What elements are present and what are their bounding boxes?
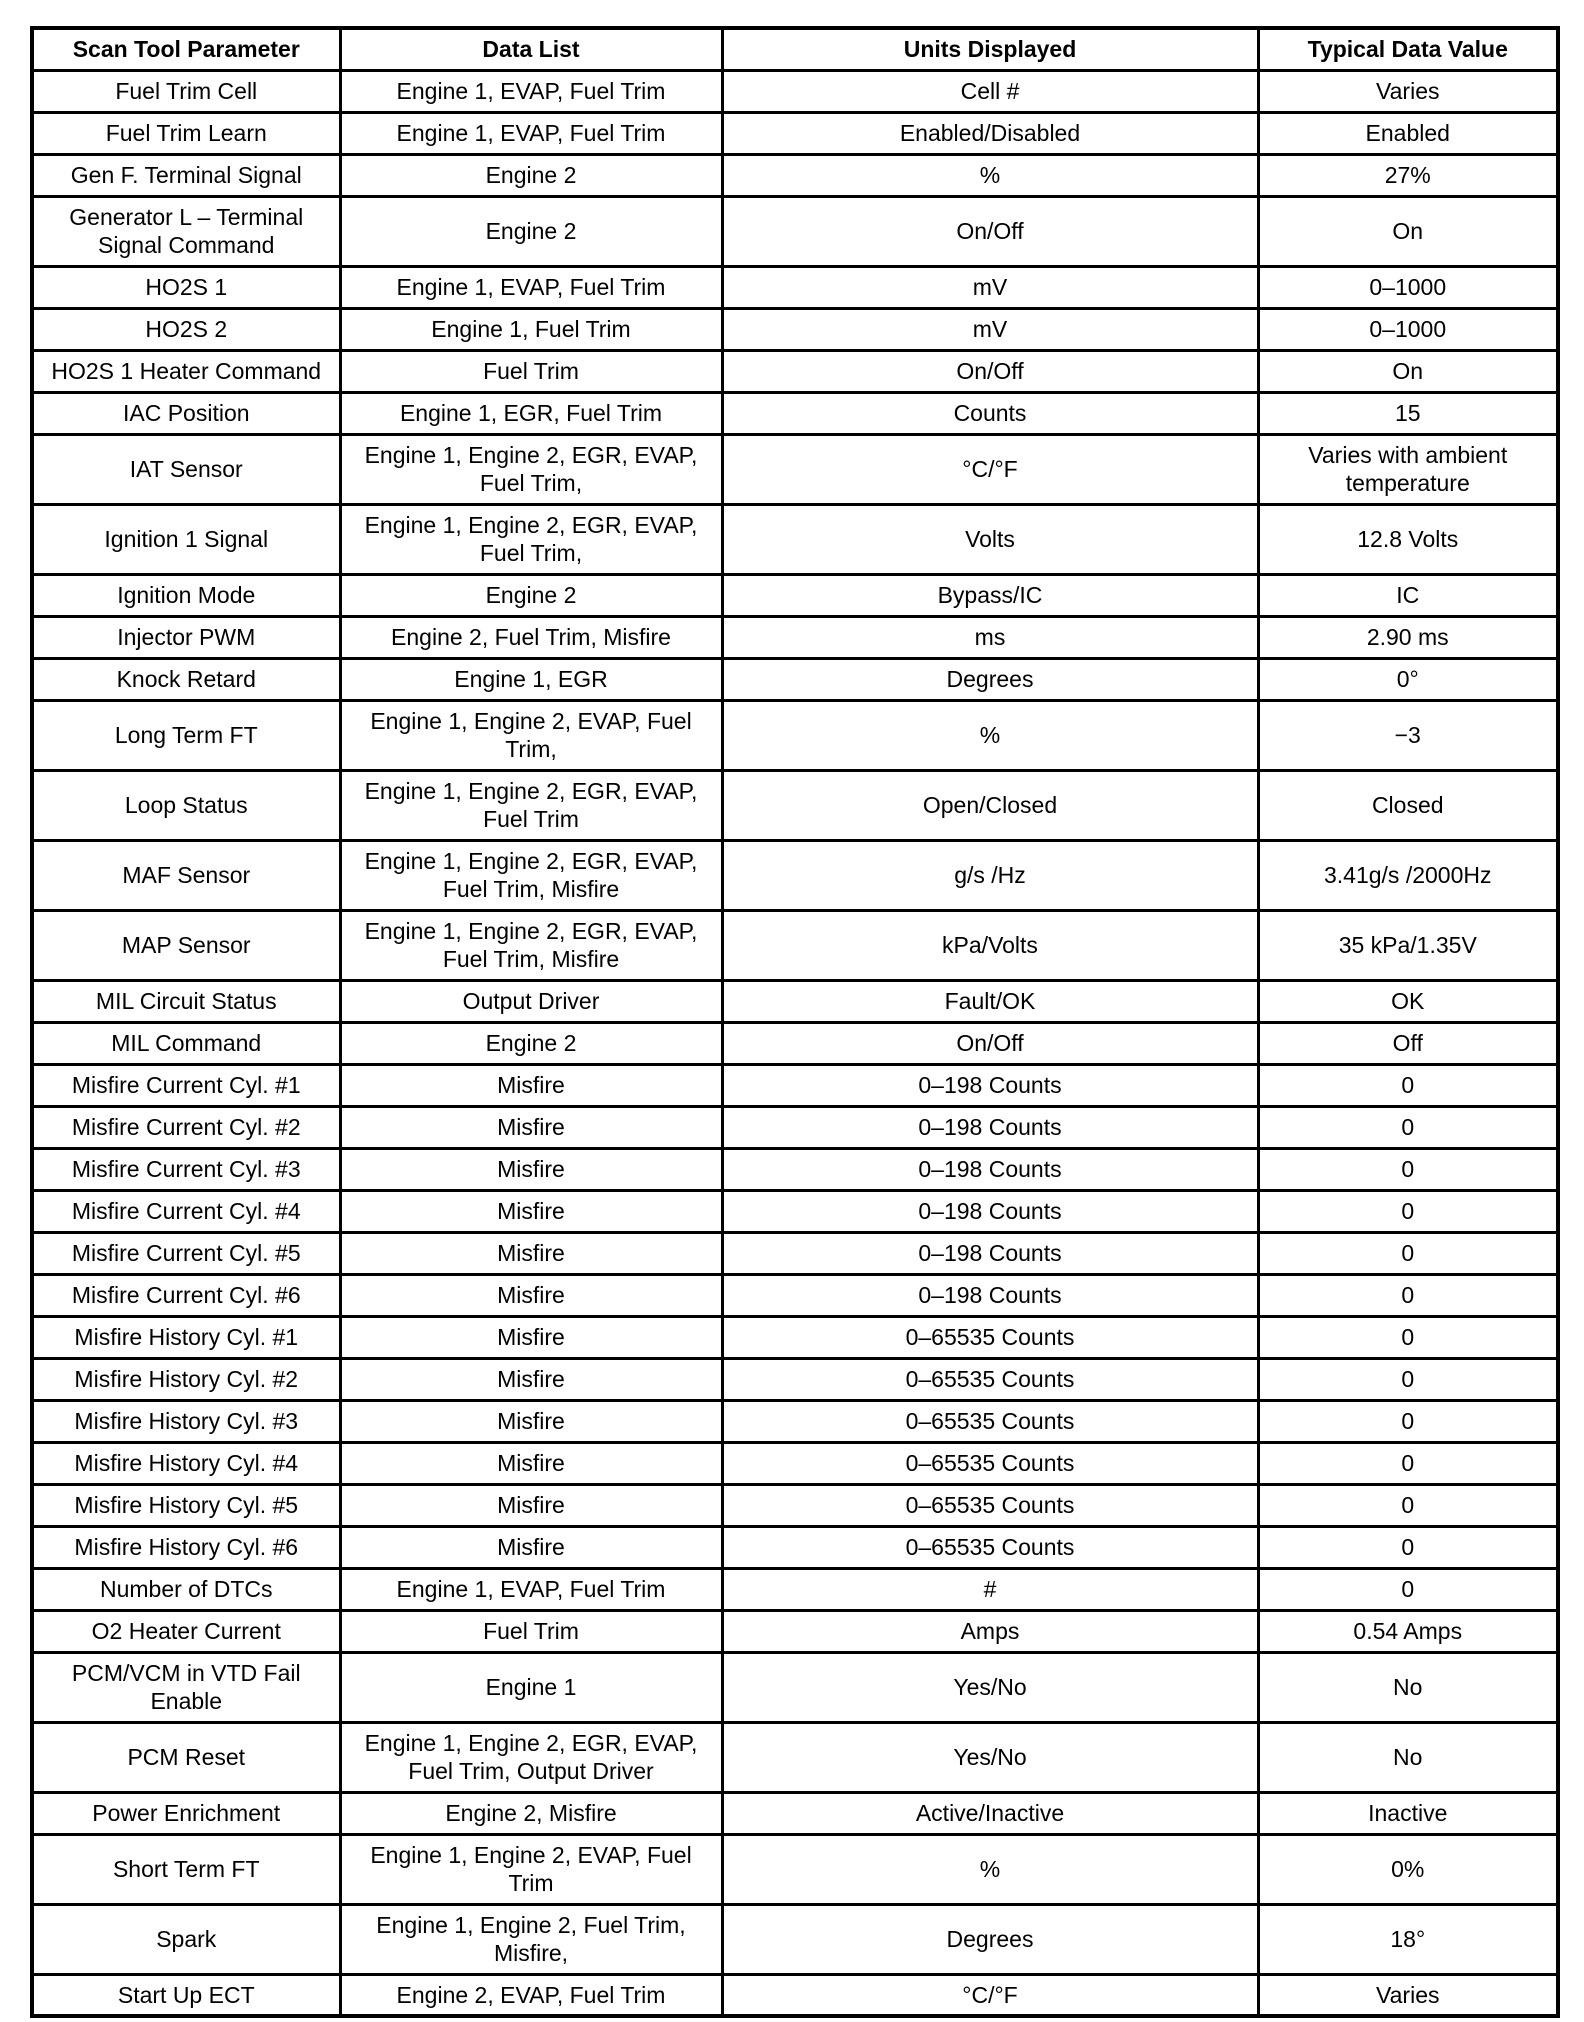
- typical-value-cell: 0°: [1258, 658, 1558, 700]
- typical-value-cell: 0: [1258, 1526, 1558, 1568]
- table-row: [32, 1232, 1558, 1274]
- table-row: [32, 154, 1558, 196]
- typical-value-cell: 18°: [1258, 1904, 1558, 1974]
- typical-value-cell: 0: [1258, 1232, 1558, 1274]
- units-cell: 0–65535 Counts: [722, 1484, 1258, 1526]
- data-list-cell: Misfire: [340, 1274, 722, 1316]
- table-row: [32, 266, 1558, 308]
- units-cell: Open/Closed: [722, 770, 1258, 840]
- units-cell: On/Off: [722, 350, 1258, 392]
- typical-value-cell: 0–1000: [1258, 266, 1558, 308]
- table-header-row: [32, 28, 1558, 70]
- units-cell: 0–198 Counts: [722, 1148, 1258, 1190]
- parameter-cell: Fuel Trim Cell: [32, 70, 340, 112]
- typical-value-cell: 3.41g/s /2000Hz: [1258, 840, 1558, 910]
- parameter-cell: Power Enrichment: [32, 1792, 340, 1834]
- typical-value-cell: 0: [1258, 1400, 1558, 1442]
- units-cell: °C/°F: [722, 1974, 1258, 2016]
- typical-value-cell: 0: [1258, 1064, 1558, 1106]
- data-list-cell: Misfire: [340, 1316, 722, 1358]
- data-list-cell: Engine 2: [340, 574, 722, 616]
- data-list-cell: Engine 2: [340, 1022, 722, 1064]
- table-row: [32, 392, 1558, 434]
- data-list-cell: Engine 1, EGR: [340, 658, 722, 700]
- parameter-cell: O2 Heater Current: [32, 1610, 340, 1652]
- table-row: [32, 350, 1558, 392]
- units-cell: #: [722, 1568, 1258, 1610]
- typical-value-cell: Varies: [1258, 1974, 1558, 2016]
- data-list-cell: Misfire: [340, 1232, 722, 1274]
- data-list-cell: Misfire: [340, 1106, 722, 1148]
- typical-value-cell: On: [1258, 196, 1558, 266]
- table-row: [32, 770, 1558, 840]
- table-row: [32, 1022, 1558, 1064]
- typical-value-cell: 0: [1258, 1484, 1558, 1526]
- data-list-cell: Engine 1, Engine 2, EGR, EVAP, Fuel Trim, Misfire: [340, 840, 722, 910]
- header-data-list: Data List: [340, 28, 722, 70]
- parameter-cell: HO2S 2: [32, 308, 340, 350]
- typical-value-cell: 0–1000: [1258, 308, 1558, 350]
- parameter-cell: Misfire History Cyl. #5: [32, 1484, 340, 1526]
- parameter-cell: Misfire Current Cyl. #2: [32, 1106, 340, 1148]
- units-cell: °C/°F: [722, 434, 1258, 504]
- table-row: [32, 574, 1558, 616]
- table-row: [32, 658, 1558, 700]
- units-cell: Amps: [722, 1610, 1258, 1652]
- units-cell: Yes/No: [722, 1652, 1258, 1722]
- data-list-cell: Misfire: [340, 1484, 722, 1526]
- units-cell: Degrees: [722, 658, 1258, 700]
- units-cell: 0–65535 Counts: [722, 1316, 1258, 1358]
- table-row: [32, 616, 1558, 658]
- table-row: [32, 1526, 1558, 1568]
- typical-value-cell: 0: [1258, 1106, 1558, 1148]
- table-row: [32, 840, 1558, 910]
- data-list-cell: Engine 1: [340, 1652, 722, 1722]
- parameter-cell: Long Term FT: [32, 700, 340, 770]
- units-cell: kPa/Volts: [722, 910, 1258, 980]
- units-cell: g/s /Hz: [722, 840, 1258, 910]
- data-list-cell: Output Driver: [340, 980, 722, 1022]
- table-row: [32, 1442, 1558, 1484]
- units-cell: 0–65535 Counts: [722, 1526, 1258, 1568]
- units-cell: Yes/No: [722, 1722, 1258, 1792]
- units-cell: mV: [722, 266, 1258, 308]
- table-row: [32, 1106, 1558, 1148]
- parameter-cell: Ignition Mode: [32, 574, 340, 616]
- typical-value-cell: 0: [1258, 1568, 1558, 1610]
- typical-value-cell: Varies: [1258, 70, 1558, 112]
- units-cell: Cell #: [722, 70, 1258, 112]
- units-cell: Degrees: [722, 1904, 1258, 1974]
- typical-value-cell: 12.8 Volts: [1258, 504, 1558, 574]
- units-cell: mV: [722, 308, 1258, 350]
- data-list-cell: Engine 1, Engine 2, EGR, EVAP, Fuel Trim: [340, 770, 722, 840]
- table-row: [32, 196, 1558, 266]
- units-cell: 0–198 Counts: [722, 1190, 1258, 1232]
- table-row: [32, 980, 1558, 1022]
- parameter-cell: Generator L – Terminal Signal Command: [32, 196, 340, 266]
- data-list-cell: Fuel Trim: [340, 350, 722, 392]
- table-row: [32, 1652, 1558, 1722]
- table-row: [32, 1792, 1558, 1834]
- data-list-cell: Engine 2: [340, 196, 722, 266]
- units-cell: 0–65535 Counts: [722, 1358, 1258, 1400]
- units-cell: On/Off: [722, 196, 1258, 266]
- typical-value-cell: On: [1258, 350, 1558, 392]
- parameter-cell: Misfire Current Cyl. #3: [32, 1148, 340, 1190]
- data-list-cell: Engine 2, EVAP, Fuel Trim: [340, 1974, 722, 2016]
- parameter-cell: Ignition 1 Signal: [32, 504, 340, 574]
- units-cell: 0–65535 Counts: [722, 1400, 1258, 1442]
- typical-value-cell: 0: [1258, 1148, 1558, 1190]
- data-list-cell: Misfire: [340, 1526, 722, 1568]
- data-list-cell: Engine 1, Engine 2, EVAP, Fuel Trim: [340, 1834, 722, 1904]
- units-cell: Bypass/IC: [722, 574, 1258, 616]
- parameter-cell: HO2S 1: [32, 266, 340, 308]
- typical-value-cell: −3: [1258, 700, 1558, 770]
- typical-value-cell: IC: [1258, 574, 1558, 616]
- data-list-cell: Misfire: [340, 1442, 722, 1484]
- units-cell: Active/Inactive: [722, 1792, 1258, 1834]
- table-row: [32, 910, 1558, 980]
- parameter-cell: PCM/VCM in VTD Fail Enable: [32, 1652, 340, 1722]
- data-list-cell: Engine 1, Engine 2, EVAP, Fuel Trim,: [340, 700, 722, 770]
- header-typical-data-value: Typical Data Value: [1258, 28, 1558, 70]
- typical-value-cell: 15: [1258, 392, 1558, 434]
- typical-value-cell: Enabled: [1258, 112, 1558, 154]
- header-scan-tool-parameter: Scan Tool Parameter: [32, 28, 340, 70]
- table-row: [32, 1834, 1558, 1904]
- parameter-cell: Misfire Current Cyl. #6: [32, 1274, 340, 1316]
- parameter-cell: MIL Command: [32, 1022, 340, 1064]
- parameter-cell: Misfire Current Cyl. #4: [32, 1190, 340, 1232]
- units-cell: 0–198 Counts: [722, 1106, 1258, 1148]
- parameter-cell: Fuel Trim Learn: [32, 112, 340, 154]
- data-list-cell: Misfire: [340, 1064, 722, 1106]
- parameter-cell: MAF Sensor: [32, 840, 340, 910]
- table-row: [32, 504, 1558, 574]
- data-list-cell: Engine 2, Fuel Trim, Misfire: [340, 616, 722, 658]
- typical-value-cell: 35 kPa/1.35V: [1258, 910, 1558, 980]
- parameter-cell: Gen F. Terminal Signal: [32, 154, 340, 196]
- data-list-cell: Fuel Trim: [340, 1610, 722, 1652]
- parameter-cell: MAP Sensor: [32, 910, 340, 980]
- units-cell: 0–65535 Counts: [722, 1442, 1258, 1484]
- parameter-cell: MIL Circuit Status: [32, 980, 340, 1022]
- units-cell: %: [722, 1834, 1258, 1904]
- parameter-cell: Short Term FT: [32, 1834, 340, 1904]
- data-list-cell: Engine 1, Fuel Trim: [340, 308, 722, 350]
- data-list-cell: Engine 1, EVAP, Fuel Trim: [340, 1568, 722, 1610]
- data-list-cell: Engine 1, EVAP, Fuel Trim: [340, 112, 722, 154]
- typical-value-cell: Varies with ambient temperature: [1258, 434, 1558, 504]
- typical-value-cell: Inactive: [1258, 1792, 1558, 1834]
- parameter-cell: Injector PWM: [32, 616, 340, 658]
- parameter-cell: Loop Status: [32, 770, 340, 840]
- typical-value-cell: 0.54 Amps: [1258, 1610, 1558, 1652]
- parameter-cell: IAT Sensor: [32, 434, 340, 504]
- units-cell: %: [722, 700, 1258, 770]
- data-list-cell: Engine 1, EVAP, Fuel Trim: [340, 266, 722, 308]
- scan-tool-data-table: [30, 26, 1560, 2018]
- parameter-cell: Misfire History Cyl. #1: [32, 1316, 340, 1358]
- typical-value-cell: OK: [1258, 980, 1558, 1022]
- typical-value-cell: No: [1258, 1722, 1558, 1792]
- parameter-cell: PCM Reset: [32, 1722, 340, 1792]
- data-list-cell: Engine 2: [340, 154, 722, 196]
- units-cell: Counts: [722, 392, 1258, 434]
- units-cell: 0–198 Counts: [722, 1064, 1258, 1106]
- parameter-cell: Misfire History Cyl. #2: [32, 1358, 340, 1400]
- parameter-cell: Knock Retard: [32, 658, 340, 700]
- table-row: [32, 1568, 1558, 1610]
- parameter-cell: IAC Position: [32, 392, 340, 434]
- parameter-cell: Misfire History Cyl. #3: [32, 1400, 340, 1442]
- typical-value-cell: 0: [1258, 1358, 1558, 1400]
- typical-value-cell: 27%: [1258, 154, 1558, 196]
- units-cell: 0–198 Counts: [722, 1232, 1258, 1274]
- data-list-cell: Misfire: [340, 1190, 722, 1232]
- table-row: [32, 700, 1558, 770]
- units-cell: ms: [722, 616, 1258, 658]
- table-row: [32, 1974, 1558, 2016]
- typical-value-cell: Closed: [1258, 770, 1558, 840]
- table-row: [32, 1400, 1558, 1442]
- units-cell: Enabled/Disabled: [722, 112, 1258, 154]
- parameter-cell: Spark: [32, 1904, 340, 1974]
- table-row: [32, 1274, 1558, 1316]
- typical-value-cell: Off: [1258, 1022, 1558, 1064]
- parameter-cell: HO2S 1 Heater Command: [32, 350, 340, 392]
- table-row: [32, 70, 1558, 112]
- data-list-cell: Engine 1, Engine 2, EGR, EVAP, Fuel Trim, Output Driver: [340, 1722, 722, 1792]
- typical-value-cell: 2.90 ms: [1258, 616, 1558, 658]
- table-row: [32, 1610, 1558, 1652]
- data-list-cell: Engine 1, EGR, Fuel Trim: [340, 392, 722, 434]
- table-row: [32, 1190, 1558, 1232]
- parameter-cell: Misfire History Cyl. #6: [32, 1526, 340, 1568]
- data-list-cell: Misfire: [340, 1148, 722, 1190]
- table-row: [32, 1484, 1558, 1526]
- parameter-cell: Start Up ECT: [32, 1974, 340, 2016]
- units-cell: Volts: [722, 504, 1258, 574]
- data-list-cell: Engine 1, Engine 2, EGR, EVAP, Fuel Trim,: [340, 434, 722, 504]
- typical-value-cell: No: [1258, 1652, 1558, 1722]
- data-list-cell: Engine 1, EVAP, Fuel Trim: [340, 70, 722, 112]
- table-row: [32, 1148, 1558, 1190]
- data-list-cell: Engine 1, Engine 2, EGR, EVAP, Fuel Trim,: [340, 504, 722, 574]
- typical-value-cell: 0: [1258, 1316, 1558, 1358]
- table-row: [32, 434, 1558, 504]
- typical-value-cell: 0%: [1258, 1834, 1558, 1904]
- units-cell: 0–198 Counts: [722, 1274, 1258, 1316]
- parameter-cell: Misfire Current Cyl. #5: [32, 1232, 340, 1274]
- parameter-cell: Number of DTCs: [32, 1568, 340, 1610]
- data-list-cell: Misfire: [340, 1400, 722, 1442]
- data-list-cell: Engine 1, Engine 2, Fuel Trim, Misfire,: [340, 1904, 722, 1974]
- table-row: [32, 1904, 1558, 1974]
- table-row: [32, 1316, 1558, 1358]
- header-units-displayed: Units Displayed: [722, 28, 1258, 70]
- parameter-cell: Misfire Current Cyl. #1: [32, 1064, 340, 1106]
- units-cell: Fault/OK: [722, 980, 1258, 1022]
- table-row: [32, 1722, 1558, 1792]
- typical-value-cell: 0: [1258, 1190, 1558, 1232]
- data-list-cell: Engine 1, Engine 2, EGR, EVAP, Fuel Trim, Misfire: [340, 910, 722, 980]
- table-row: [32, 1358, 1558, 1400]
- data-list-cell: Misfire: [340, 1358, 722, 1400]
- parameter-cell: Misfire History Cyl. #4: [32, 1442, 340, 1484]
- typical-value-cell: 0: [1258, 1274, 1558, 1316]
- data-list-cell: Engine 2, Misfire: [340, 1792, 722, 1834]
- units-cell: %: [722, 154, 1258, 196]
- typical-value-cell: 0: [1258, 1442, 1558, 1484]
- units-cell: On/Off: [722, 1022, 1258, 1064]
- table-row: [32, 112, 1558, 154]
- table-row: [32, 308, 1558, 350]
- table-row: [32, 1064, 1558, 1106]
